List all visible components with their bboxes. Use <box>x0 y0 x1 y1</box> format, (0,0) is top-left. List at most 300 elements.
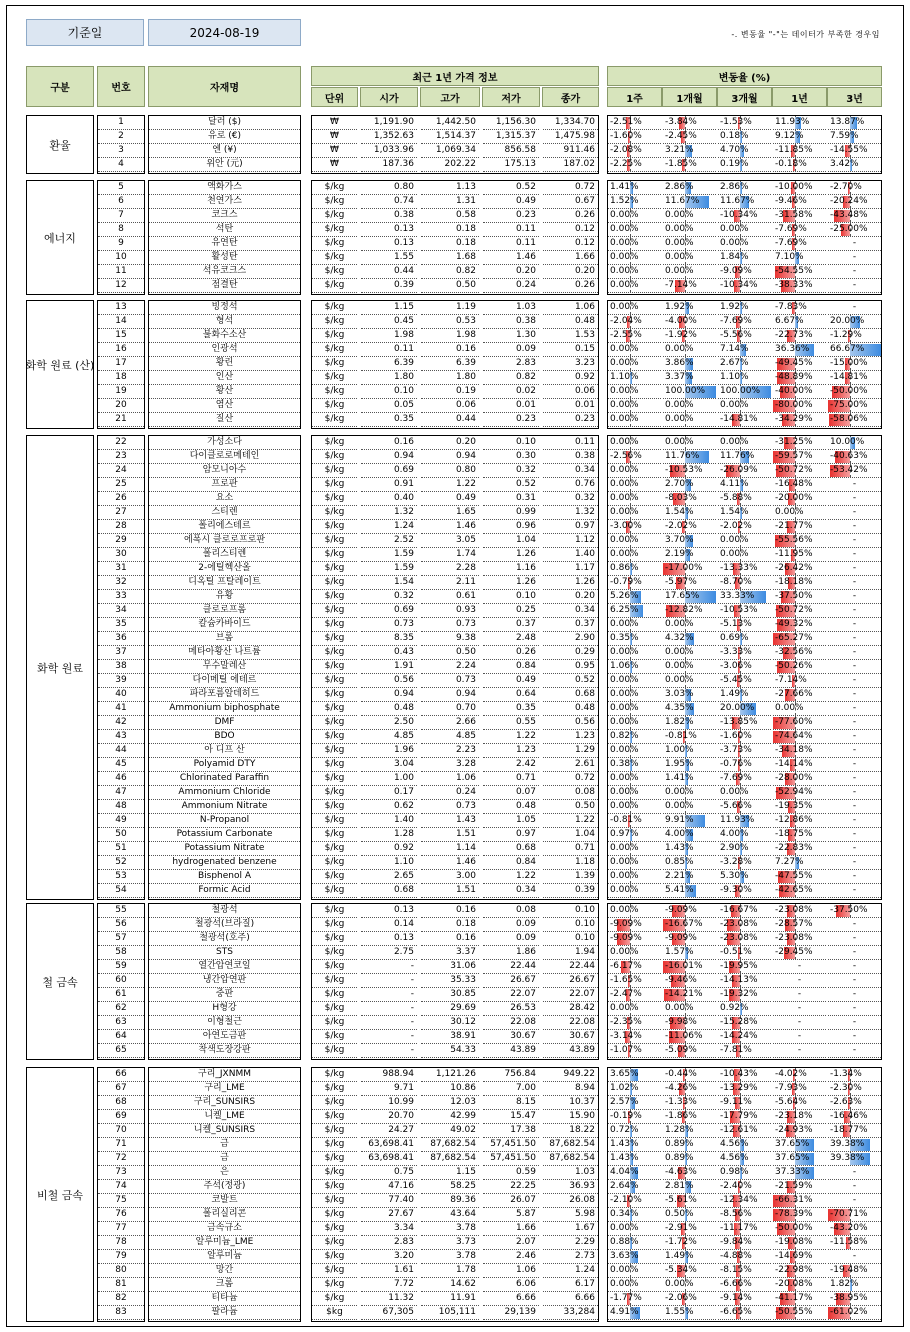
change-cell-1y <box>773 399 826 413</box>
change-cell-1y <box>773 1152 826 1166</box>
change-value: - <box>852 479 857 489</box>
change-cell-1y <box>773 632 826 646</box>
cell-no: 41 <box>98 702 144 716</box>
cell-unit: $/kg <box>312 181 357 195</box>
change-cell-1w <box>608 1264 661 1278</box>
change-cell-1y <box>773 918 826 932</box>
cell-open: 0.74 <box>361 195 417 209</box>
col-header-price-title: 최근 1년 가격 정보 <box>311 66 599 86</box>
change-value: -4.26% <box>665 1083 697 1093</box>
change-value: - <box>852 975 857 985</box>
cell-no: 36 <box>98 632 144 646</box>
change-cell-1y <box>773 450 826 464</box>
change-value: 0.00% <box>610 647 639 657</box>
change-cell-3m <box>718 1166 771 1180</box>
cell-name: Potassium Nitrate <box>149 842 300 856</box>
change-cell-1w <box>608 1292 661 1306</box>
change-value: 0.00% <box>610 1223 639 1233</box>
change-value: -11.06% <box>665 1031 703 1041</box>
cell-unit: $/kg <box>312 660 357 674</box>
change-cell-3m <box>718 870 771 884</box>
change-value: -10.43% <box>720 1069 758 1079</box>
change-value: -5.64% <box>775 1097 807 1107</box>
cell-high: 38.91 <box>421 1030 479 1044</box>
change-value: 0.38% <box>610 759 639 769</box>
cell-close: 8.94 <box>543 1082 598 1096</box>
change-cell-3y <box>828 744 881 758</box>
cell-high: 4.85 <box>421 730 479 744</box>
cell-no: 55 <box>98 904 144 918</box>
cell-no: 77 <box>98 1222 144 1236</box>
cell-close: 0.34 <box>543 604 598 618</box>
cell-unit: $/kg <box>312 1110 357 1124</box>
cell-unit: $/kg <box>312 1166 357 1180</box>
change-cell-1y <box>773 988 826 1002</box>
cell-unit: $/kg <box>312 828 357 842</box>
change-value: 0.00% <box>610 689 639 699</box>
change-value: -21.77% <box>775 521 813 531</box>
change-cell-1y <box>773 1166 826 1180</box>
change-cell-3y <box>828 702 881 716</box>
change-value: 11.67% <box>720 196 755 206</box>
cell-no: 82 <box>98 1292 144 1306</box>
cell-high: 0.70 <box>421 702 479 716</box>
change-cell-1y <box>773 158 826 172</box>
cell-name: 폴리에스테르 <box>149 520 300 534</box>
change-value: - <box>852 843 857 853</box>
change-value: -14.13% <box>720 975 758 985</box>
cell-close: 6.17 <box>543 1278 598 1292</box>
cell-low: 1.26 <box>483 576 539 590</box>
change-cell-1y <box>773 1264 826 1278</box>
change-value: -9.14% <box>720 1293 752 1303</box>
cell-name: 황린 <box>149 357 300 371</box>
change-cell-1m <box>663 988 716 1002</box>
cell-name: 다이메틸 에테르 <box>149 674 300 688</box>
change-cell-3m <box>718 1292 771 1306</box>
change-cell-3y <box>828 371 881 385</box>
change-cell-3m <box>718 265 771 279</box>
change-value: -26.42% <box>775 563 813 573</box>
cell-no: 53 <box>98 870 144 884</box>
change-value: - <box>852 252 857 262</box>
change-cell-3y <box>828 343 881 357</box>
cell-open: 3.20 <box>361 1250 417 1264</box>
change-cell-1w <box>608 974 661 988</box>
cell-low: 57,451.50 <box>483 1152 539 1166</box>
change-value: 13.87% <box>830 117 865 127</box>
change-value: 0.00% <box>610 801 639 811</box>
change-value: 1.02% <box>610 1083 639 1093</box>
change-value: - <box>852 871 857 881</box>
change-cell-1m <box>663 604 716 618</box>
change-cell-3y <box>828 399 881 413</box>
change-cell-3m <box>718 1250 771 1264</box>
cell-name: 파라포름알데히드 <box>149 688 300 702</box>
change-cell-3y <box>828 1166 881 1180</box>
change-value: 0.00% <box>610 507 639 517</box>
change-cell-3y <box>828 413 881 427</box>
change-cell-3m <box>718 1044 771 1058</box>
change-value: -19.95% <box>720 961 758 971</box>
cell-open: 0.13 <box>361 932 417 946</box>
cell-open: 0.69 <box>361 464 417 478</box>
change-cell-3m <box>718 1306 771 1320</box>
change-cell-1w <box>608 918 661 932</box>
change-cell-1w <box>608 1250 661 1264</box>
change-cell-1y <box>773 870 826 884</box>
cell-no: 15 <box>98 329 144 343</box>
cell-close: 0.48 <box>543 315 598 329</box>
change-value: -9.09% <box>610 933 642 943</box>
group-label: 철 금속 <box>42 975 78 989</box>
change-cell-3y <box>828 618 881 632</box>
change-cell-1m <box>663 870 716 884</box>
cell-close: 1,334.70 <box>543 116 598 130</box>
change-cell-3y <box>828 506 881 520</box>
cell-unit: $/kg <box>312 932 357 946</box>
cell-open: 0.94 <box>361 688 417 702</box>
change-cell-3m <box>718 357 771 371</box>
change-value: -7.81% <box>720 1045 752 1055</box>
change-value: 0.86% <box>610 563 639 573</box>
cell-high: 1.46 <box>421 856 479 870</box>
change-cell-1m <box>663 209 716 223</box>
cell-unit: $/kg <box>312 884 357 898</box>
cell-high: 43.64 <box>421 1208 479 1222</box>
change-cell-1m <box>663 251 716 265</box>
cell-close: 0.08 <box>543 786 598 800</box>
group-label: 화학 원료 (산) <box>25 358 95 372</box>
change-cell-3m <box>718 1002 771 1016</box>
cell-close: 33,284 <box>543 1306 598 1320</box>
change-cell-1w <box>608 960 661 974</box>
change-value: -5.97% <box>665 577 697 587</box>
change-value: 0.00% <box>610 885 639 895</box>
col-header-unit: 단위 <box>311 87 358 107</box>
change-value: 6.25% <box>610 605 639 615</box>
change-cell-1w <box>608 1180 661 1194</box>
cell-name: N-Propanol <box>149 814 300 828</box>
cell-name: 폴리실리콘 <box>149 1208 300 1222</box>
change-value: 0.00% <box>775 507 804 517</box>
change-value: 0.00% <box>665 647 694 657</box>
change-cell-1y <box>773 195 826 209</box>
cell-close: 0.10 <box>543 904 598 918</box>
cell-high: 30.12 <box>421 1016 479 1030</box>
change-value: -0.19% <box>610 1111 642 1121</box>
cell-close: 1.03 <box>543 1166 598 1180</box>
change-value: -3.00% <box>610 521 642 531</box>
change-cell-3y <box>828 946 881 960</box>
cell-name: 염산 <box>149 399 300 413</box>
change-cell-3m <box>718 144 771 158</box>
change-value: -0.81% <box>610 815 642 825</box>
change-value: 1.92% <box>665 302 694 312</box>
change-cell-1y <box>773 548 826 562</box>
cell-no: 22 <box>98 436 144 450</box>
change-value: -23.18% <box>775 1111 813 1121</box>
change-value: 36.36% <box>775 344 810 354</box>
change-value: -9.09% <box>720 266 752 276</box>
cell-high: 0.61 <box>421 590 479 604</box>
change-cell-3y <box>828 195 881 209</box>
cell-no: 56 <box>98 918 144 932</box>
cell-high: 1.22 <box>421 478 479 492</box>
change-value: 4.91% <box>610 1307 639 1317</box>
cell-close: 1.40 <box>543 548 598 562</box>
change-value: -28.00% <box>775 773 813 783</box>
cell-open: 0.32 <box>361 590 417 604</box>
group-label: 에너지 <box>44 231 76 245</box>
cell-unit: $/kg <box>312 1152 357 1166</box>
cell-close: 0.26 <box>543 279 598 293</box>
cell-open: 1.40 <box>361 814 417 828</box>
cell-name: Polyamid DTY <box>149 758 300 772</box>
change-value: -43.48% <box>830 210 868 220</box>
cell-no: 44 <box>98 744 144 758</box>
cell-high: 0.80 <box>421 464 479 478</box>
cell-open: 988.94 <box>361 1068 417 1082</box>
cell-unit: $/kg <box>312 385 357 399</box>
change-value: 0.00% <box>610 465 639 475</box>
cell-low: 0.09 <box>483 932 539 946</box>
change-value: -0.51% <box>720 947 752 957</box>
change-cell-1m <box>663 464 716 478</box>
change-cell-1m <box>663 1068 716 1082</box>
change-value: -8.56% <box>720 1209 752 1219</box>
cell-no: 61 <box>98 988 144 1002</box>
cell-high: 1.31 <box>421 195 479 209</box>
change-cell-1w <box>608 301 661 315</box>
change-cell-1m <box>663 223 716 237</box>
cell-name: 금속규소 <box>149 1222 300 1236</box>
change-value: -1.85% <box>665 159 697 169</box>
cell-name: 황산 <box>149 385 300 399</box>
cell-unit: $/kg <box>312 209 357 223</box>
cell-unit: $/kg <box>312 1292 357 1306</box>
change-cell-1m <box>663 279 716 293</box>
change-cell-1w <box>608 1016 661 1030</box>
change-cell-3m <box>718 1180 771 1194</box>
change-value: 0.88% <box>610 1237 639 1247</box>
cell-no: 83 <box>98 1306 144 1320</box>
cell-close: 22.07 <box>543 988 598 1002</box>
change-cell-1y <box>773 1030 826 1044</box>
change-value: - <box>852 947 857 957</box>
cell-unit: $/kg <box>312 1016 357 1030</box>
change-cell-1y <box>773 646 826 660</box>
cell-high: 49.02 <box>421 1124 479 1138</box>
cell-close: 0.38 <box>543 450 598 464</box>
change-cell-1y <box>773 1044 826 1058</box>
cell-high: 1.46 <box>421 520 479 534</box>
cell-name: 착색도장강판 <box>149 1044 300 1058</box>
cell-high: 1.51 <box>421 828 479 842</box>
change-value: -19.48% <box>830 1265 868 1275</box>
change-cell-1w <box>608 413 661 427</box>
change-value: -80.00% <box>775 400 813 410</box>
col-header-1y: 1년 <box>772 87 827 107</box>
change-cell-3y <box>828 758 881 772</box>
col-header-change-title: 변동율 (%) <box>607 66 882 86</box>
cell-name: 유연탄 <box>149 237 300 251</box>
change-value: -13.33% <box>720 563 758 573</box>
change-value: - <box>852 717 857 727</box>
change-cell-1y <box>773 385 826 399</box>
change-cell-1w <box>608 904 661 918</box>
change-cell-1m <box>663 371 716 385</box>
change-value: -1.34% <box>830 1069 862 1079</box>
change-cell-1w <box>608 464 661 478</box>
change-value: -11.17% <box>720 1223 758 1233</box>
change-value: 11.76% <box>665 451 700 461</box>
cell-open: 0.17 <box>361 786 417 800</box>
change-cell-3y <box>828 464 881 478</box>
cell-close: 1.53 <box>543 329 598 343</box>
change-value: -19.08% <box>775 1237 813 1247</box>
cell-name: 점결탄 <box>149 279 300 293</box>
change-value: 0.00% <box>610 787 639 797</box>
change-cell-3y <box>828 1306 881 1320</box>
change-value: 0.00% <box>665 675 694 685</box>
change-value: 0.35% <box>610 633 639 643</box>
change-value: 0.00% <box>720 535 749 545</box>
cell-name: 주석(정광) <box>149 1180 300 1194</box>
change-cell-1w <box>608 478 661 492</box>
change-cell-1y <box>773 1250 826 1264</box>
cell-close: 1.06 <box>543 301 598 315</box>
cell-open: 1.59 <box>361 548 417 562</box>
change-cell-3m <box>718 828 771 842</box>
cell-high: 3.05 <box>421 534 479 548</box>
change-cell-1w <box>608 1152 661 1166</box>
change-value: 0.00% <box>610 479 639 489</box>
change-cell-3y <box>828 279 881 293</box>
change-value: 0.00% <box>665 400 694 410</box>
change-cell-1w <box>608 800 661 814</box>
cell-open: - <box>361 974 417 988</box>
change-value: 0.00% <box>610 675 639 685</box>
change-value: -12.86% <box>775 815 813 825</box>
cell-high: 3.78 <box>421 1222 479 1236</box>
change-value: 0.00% <box>665 224 694 234</box>
change-value: -55.56% <box>775 535 813 545</box>
change-cell-1m <box>663 301 716 315</box>
change-cell-1y <box>773 772 826 786</box>
cell-open: - <box>361 960 417 974</box>
cell-no: 12 <box>98 279 144 293</box>
change-cell-1w <box>608 158 661 172</box>
cell-high: 0.50 <box>421 646 479 660</box>
change-value: 0.00% <box>610 773 639 783</box>
change-value: 0.00% <box>665 1003 694 1013</box>
change-cell-3m <box>718 772 771 786</box>
cell-open: 1.10 <box>361 856 417 870</box>
change-cell-1m <box>663 1292 716 1306</box>
change-value: 4.56% <box>720 1153 749 1163</box>
cell-high: 0.94 <box>421 450 479 464</box>
change-value: -2.02% <box>720 521 752 531</box>
change-value: -77.60% <box>775 717 813 727</box>
change-cell-3m <box>718 520 771 534</box>
change-cell-1w <box>608 265 661 279</box>
cell-no: 2 <box>98 130 144 144</box>
change-value: -10.00% <box>775 182 813 192</box>
change-value: -2.25% <box>610 159 642 169</box>
cell-unit: $kg <box>312 1306 357 1320</box>
cell-open: 0.69 <box>361 604 417 618</box>
cell-name: 인광석 <box>149 343 300 357</box>
cell-no: 65 <box>98 1044 144 1058</box>
change-cell-3m <box>718 1016 771 1030</box>
change-value: - <box>797 1017 802 1027</box>
cell-low: 0.10 <box>483 590 539 604</box>
change-value: -2.40% <box>720 1181 752 1191</box>
cell-low: 0.26 <box>483 646 539 660</box>
change-value: - <box>852 857 857 867</box>
cell-unit: $/kg <box>312 1124 357 1138</box>
cell-unit: $/kg <box>312 604 357 618</box>
change-cell-1w <box>608 1208 661 1222</box>
change-value: - <box>852 1045 857 1055</box>
change-value: - <box>852 961 857 971</box>
change-cell-3y <box>828 116 881 130</box>
change-cell-3y <box>828 674 881 688</box>
cell-high: 0.73 <box>421 674 479 688</box>
change-cell-1y <box>773 730 826 744</box>
cell-name: hydrogenated benzene <box>149 856 300 870</box>
change-cell-3y <box>828 1222 881 1236</box>
cell-name: 구리_SUNSIRS <box>149 1096 300 1110</box>
cell-high: 1,069.34 <box>421 144 479 158</box>
change-value: -0.81% <box>665 731 697 741</box>
change-cell-1w <box>608 399 661 413</box>
cell-unit: ₩ <box>312 158 357 172</box>
cell-low: 0.32 <box>483 464 539 478</box>
change-value: -58.06% <box>830 414 868 424</box>
cell-open: 0.56 <box>361 674 417 688</box>
cell-open: 0.05 <box>361 399 417 413</box>
change-cell-1w <box>608 730 661 744</box>
change-cell-1m <box>663 1124 716 1138</box>
change-value: 0.50% <box>665 1209 694 1219</box>
change-cell-1m <box>663 730 716 744</box>
change-value: -14.24% <box>720 1031 758 1041</box>
change-cell-3m <box>718 1082 771 1096</box>
cell-low: 26.53 <box>483 1002 539 1016</box>
change-value: 1.57% <box>665 947 694 957</box>
change-cell-3m <box>718 1194 771 1208</box>
change-value: 1.92% <box>720 302 749 312</box>
change-cell-3m <box>718 548 771 562</box>
change-cell-1y <box>773 1208 826 1222</box>
change-value: 0.00% <box>720 549 749 559</box>
change-cell-1w <box>608 492 661 506</box>
change-cell-3y <box>828 315 881 329</box>
change-value: 0.00% <box>610 535 639 545</box>
cell-open: 1.54 <box>361 576 417 590</box>
change-value: -18.77% <box>830 1125 868 1135</box>
col-header-name: 자재명 <box>148 66 301 107</box>
cell-open: 0.38 <box>361 209 417 223</box>
change-cell-1y <box>773 209 826 223</box>
cell-no: 18 <box>98 371 144 385</box>
cell-close: 2.29 <box>543 1236 598 1250</box>
cell-low: 0.07 <box>483 786 539 800</box>
change-cell-1m <box>663 436 716 450</box>
change-cell-1y <box>773 1222 826 1236</box>
